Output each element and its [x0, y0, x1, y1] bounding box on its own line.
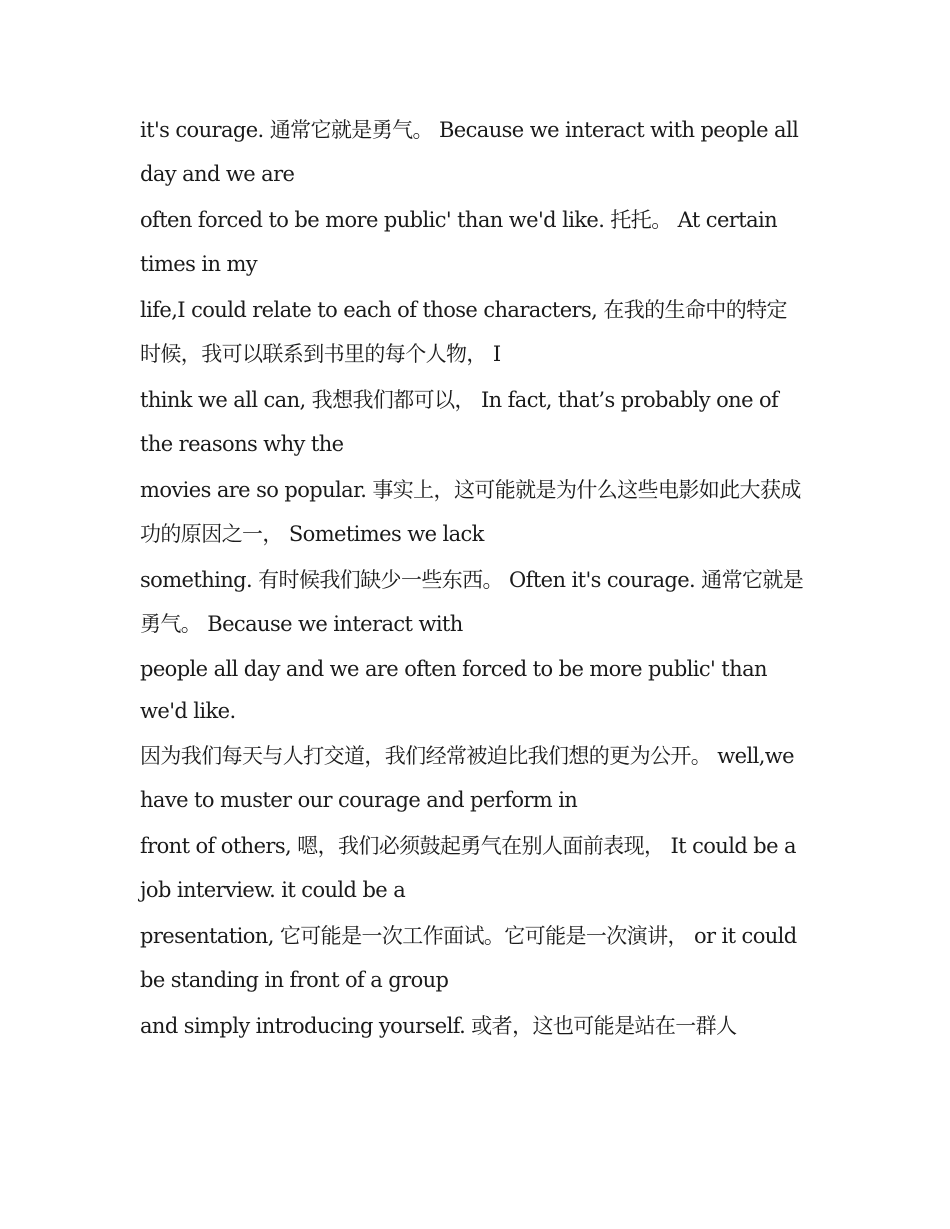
paragraph-10: presentation, 它可能是一次工作面试。它可能是一次演讲， or it could be standing in front of a group: [140, 924, 797, 992]
paragraph-2: often forced to be more public' than we'd like. 托托。 At certain times in my: [140, 208, 778, 276]
paragraph-5: movies are so popular. 事实上，这可能就是为什么这些电影如此大获成功的原因之一， Sometimes we lack: [140, 478, 801, 546]
paragraph-3: life,I could relate to each of those characters, 在我的生命中的特定时候，我可以联系到书里的每个人物， I: [140, 298, 787, 366]
document-page: [140, 108, 805, 1050]
paragraph-9: front of others, 嗯，我们必须鼓起勇气在别人面前表现， It could be a job interview. it could be a: [140, 834, 796, 902]
paragraph-7: people all day and we are often forced to be more public' than we'd like.: [140, 657, 767, 723]
paragraph-6: something. 有时候我们缺少一些东西。 Often it's courage. 通常它就是勇气。 Because we interact with: [140, 568, 804, 636]
paragraph-1: it's courage. 通常它就是勇气。 Because we interact with people all day and we are: [140, 118, 799, 186]
paragraph-4: think we all can, 我想我们都可以， In fact, that’s probably one of the reasons why the: [140, 388, 779, 456]
paragraph-11: and simply introducing yourself. 或者，这也可能是站在一群人: [140, 1014, 737, 1038]
paragraph-8: 因为我们每天与人打交道，我们经常被迫比我们想的更为公开。 well,we have to muster our courage and perform in: [140, 744, 794, 812]
